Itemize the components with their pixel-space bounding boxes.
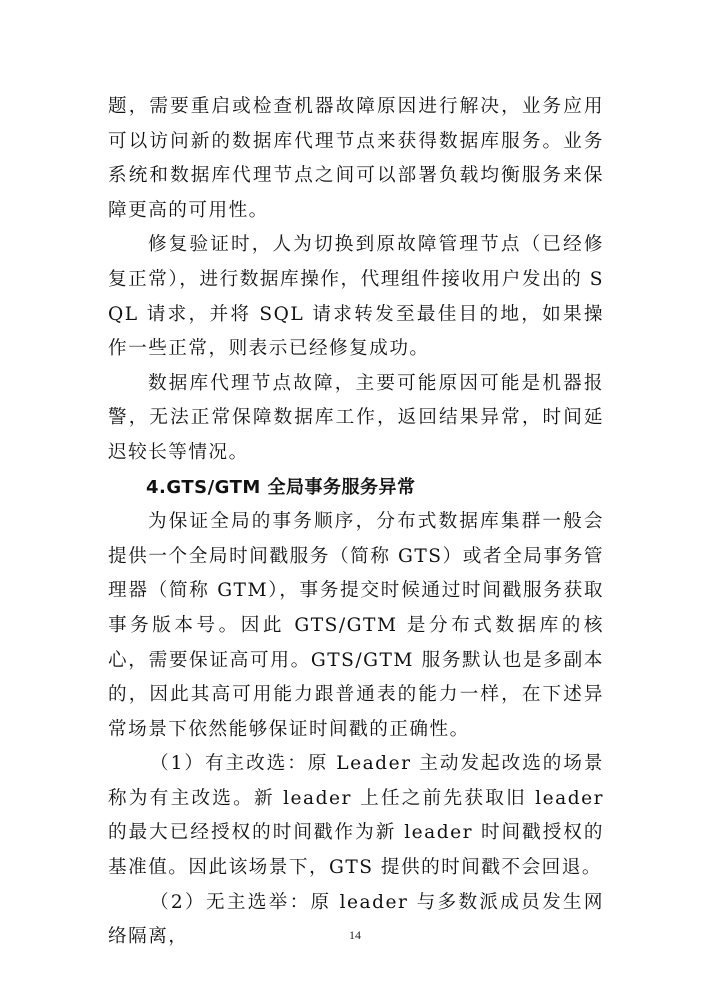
paragraph-leaderless-election: （2）无主选举：原 leader 与多数派成员发生网络隔离， (108, 891, 604, 948)
section-heading: 4.GTS/GTM 全局事务服务异常 (146, 476, 416, 498)
paragraph-gts-gtm-intro: 为保证全局的事务顺序，分布式数据库集群一般会提供一个全局时间戳服务（简称 GTS）或者全局事务管理器（简称 GTM），事务提交时候通过时间戳服务获取事务版本号。因此 GTS/GTM 是分布式数据库的核心，需要保证高可用。GTS/GTM 服务默认也是多副本的，因此其高可用能力跟普通表的能力一样，在下述异常场景下依然能够保证时间戳的正确性。 (108, 511, 604, 740)
paragraph-repair-verification: 修复验证时，人为切换到原故障管理节点（已经修复正常），进行数据库操作，代理组件接收用户发出的 SQL 请求，并将 SQL 请求转发至最佳目的地，如果操作一些正常，则表示已经修复成功。 (108, 234, 604, 360)
page-number: 14 (349, 928, 361, 942)
paragraph-leader-reelection: （1）有主改选：原 Leader 主动发起改选的场景称为有主改选。新 leader 上任之前先获取旧 leader 的最大已经授权的时间戳作为新 leader 时间戳授权的基准值。因此该场景下，GTS 提供的时间戳不会回退。 (108, 753, 604, 879)
paragraph-proxy-node-failure: 数据库代理节点故障，主要可能原因可能是机器报警，无法正常保障数据库工作，返回结果异常，时间延迟较长等情况。 (108, 372, 604, 463)
paragraph-continuation: 题，需要重启或检查机器故障原因进行解决，业务应用可以访问新的数据库代理节点来获得数据库服务。业务系统和数据库代理节点之间可以部署负载均衡服务来保障更高的可用性。 (108, 96, 604, 221)
body-text (108, 90, 604, 955)
